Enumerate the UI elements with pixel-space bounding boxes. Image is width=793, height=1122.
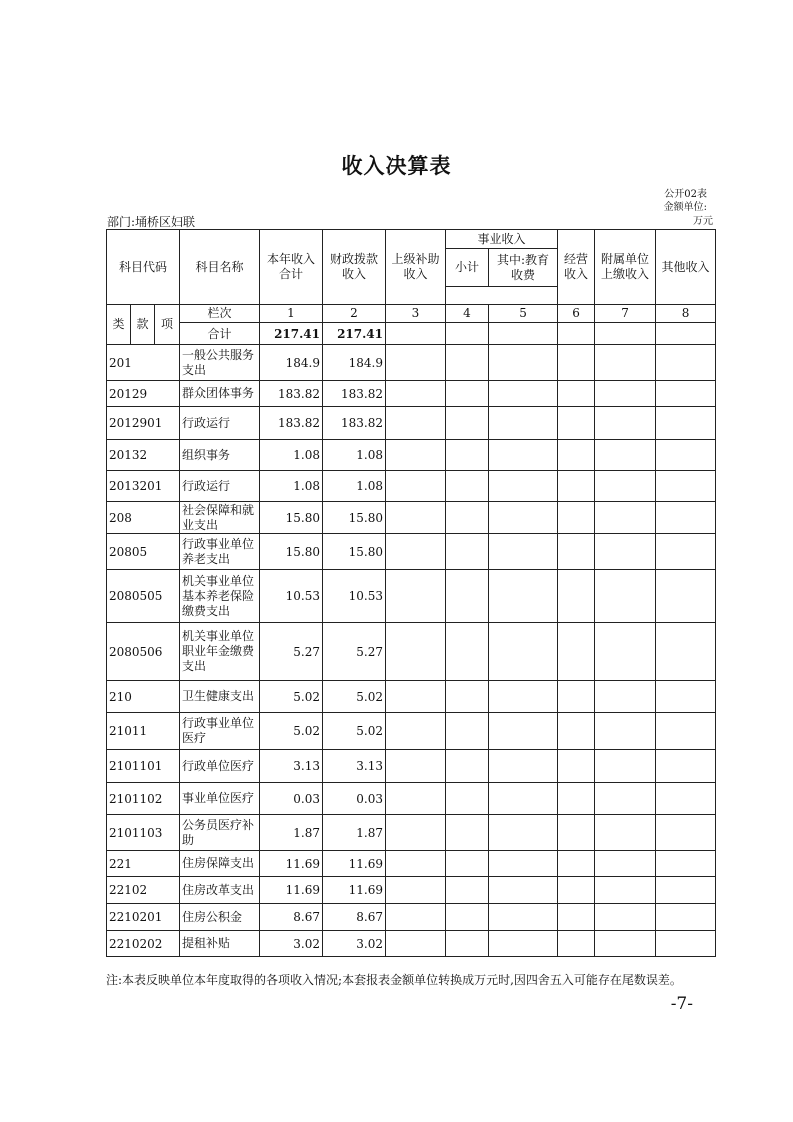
affiliated-value <box>595 502 656 534</box>
other-value <box>656 407 716 440</box>
fiscal-value: 11.69 <box>323 851 386 877</box>
col-num: 7 <box>595 305 656 323</box>
total-income-value: 10.53 <box>260 570 323 623</box>
header-business: 事业收入 <box>446 230 558 249</box>
other-value <box>656 623 716 681</box>
affiliated-value <box>595 407 656 440</box>
superior-value <box>386 713 446 750</box>
other-value <box>656 750 716 783</box>
total-income-value: 8.67 <box>260 904 323 931</box>
table-row <box>107 750 716 783</box>
header-superior: 上级补助收入 <box>386 230 446 305</box>
header-kuan: 款 <box>131 305 155 345</box>
col-num: 5 <box>489 305 558 323</box>
col-num: 3 <box>386 305 446 323</box>
subject-code: 208 <box>107 502 180 534</box>
subtotal-value <box>446 815 489 851</box>
header-subtotal: 小计 <box>446 249 489 287</box>
other-value <box>656 931 716 957</box>
page-title: 收入决算表 <box>341 154 452 178</box>
affiliated-value <box>595 783 656 815</box>
subject-code: 2080506 <box>107 623 180 681</box>
affiliated-value <box>595 750 656 783</box>
affiliated-value <box>595 440 656 471</box>
col-num: 8 <box>656 305 716 323</box>
fiscal-value: 1.08 <box>323 440 386 471</box>
subject-code: 2210202 <box>107 931 180 957</box>
total-income-value: 15.80 <box>260 502 323 534</box>
header-lei: 类 <box>107 305 131 345</box>
total-fiscal-value: 217.41 <box>323 323 386 345</box>
superior-value <box>386 570 446 623</box>
other-value <box>656 381 716 407</box>
total-income-value: 1.08 <box>260 471 323 502</box>
edu-value <box>489 877 558 904</box>
superior-value <box>386 345 446 381</box>
operating-value <box>558 877 595 904</box>
subject-code: 22102 <box>107 877 180 904</box>
form-number: 公开02表 <box>664 189 707 200</box>
edu-value <box>489 381 558 407</box>
edu-value <box>489 502 558 534</box>
subtotal-value <box>446 471 489 502</box>
subject-name: 行政事业单位养老支出 <box>180 534 260 570</box>
operating-value <box>558 904 595 931</box>
table-row <box>107 877 716 904</box>
table-row <box>107 471 716 502</box>
subject-code: 221 <box>107 851 180 877</box>
page-number: -7- <box>670 994 693 1014</box>
superior-value <box>386 681 446 713</box>
other-value <box>656 345 716 381</box>
unit-value: 万元 <box>693 216 713 227</box>
subject-name: 行政运行 <box>180 407 260 440</box>
operating-value <box>558 750 595 783</box>
subject-code: 21011 <box>107 713 180 750</box>
fiscal-value: 183.82 <box>323 381 386 407</box>
fiscal-value: 184.9 <box>323 345 386 381</box>
subtotal-value <box>446 345 489 381</box>
table-row <box>107 623 716 681</box>
unit-label: 金额单位: <box>663 202 707 213</box>
total-row <box>107 323 716 345</box>
other-value <box>656 502 716 534</box>
superior-value <box>386 815 446 851</box>
total-income-value: 11.69 <box>260 851 323 877</box>
operating-value <box>558 471 595 502</box>
edu-value <box>489 904 558 931</box>
subject-name: 行政运行 <box>180 471 260 502</box>
subtotal-value <box>446 931 489 957</box>
subject-name: 住房改革支出 <box>180 877 260 904</box>
affiliated-value <box>595 345 656 381</box>
income-table <box>106 229 716 957</box>
superior-value <box>386 407 446 440</box>
header-operating: 经营收入 <box>558 230 595 305</box>
subtotal-value <box>446 502 489 534</box>
header-xiang: 项 <box>155 305 180 345</box>
col-num: 1 <box>260 305 323 323</box>
fiscal-value: 5.02 <box>323 713 386 750</box>
operating-value <box>558 623 595 681</box>
superior-value <box>386 440 446 471</box>
affiliated-value <box>595 851 656 877</box>
edu-value <box>489 623 558 681</box>
operating-value <box>558 381 595 407</box>
table-row <box>107 783 716 815</box>
operating-value <box>558 570 595 623</box>
superior-value <box>386 381 446 407</box>
other-value <box>656 904 716 931</box>
edu-value <box>489 783 558 815</box>
total-income-value: 5.27 <box>260 623 323 681</box>
affiliated-value <box>595 931 656 957</box>
superior-value <box>386 534 446 570</box>
subject-name: 公务员医疗补助 <box>180 815 260 851</box>
footnote: 注:本表反映单位本年度取得的各项收入情况;本套报表金额单位转换成万元时,因四舍五入可能存在尾数误差。 <box>106 973 682 987</box>
subject-name: 住房保障支出 <box>180 851 260 877</box>
subject-code: 2101101 <box>107 750 180 783</box>
affiliated-value <box>595 570 656 623</box>
subtotal-value <box>446 623 489 681</box>
superior-value <box>386 877 446 904</box>
affiliated-value <box>595 471 656 502</box>
subject-name: 社会保障和就业支出 <box>180 502 260 534</box>
fiscal-value: 183.82 <box>323 407 386 440</box>
total-income-value: 183.82 <box>260 407 323 440</box>
table-row <box>107 534 716 570</box>
total-income-value: 5.02 <box>260 713 323 750</box>
total-income-value: 3.13 <box>260 750 323 783</box>
affiliated-value <box>595 534 656 570</box>
subtotal-value <box>446 904 489 931</box>
table-row <box>107 502 716 534</box>
other-value <box>656 471 716 502</box>
operating-value <box>558 534 595 570</box>
affiliated-value <box>595 681 656 713</box>
total-income-value: 0.03 <box>260 783 323 815</box>
subject-code: 210 <box>107 681 180 713</box>
subject-name: 行政事业单位医疗 <box>180 713 260 750</box>
subject-code: 201 <box>107 345 180 381</box>
subject-code: 20132 <box>107 440 180 471</box>
total-income-value: 183.82 <box>260 381 323 407</box>
superior-value <box>386 783 446 815</box>
operating-value <box>558 851 595 877</box>
subtotal-value <box>446 681 489 713</box>
fiscal-value: 5.02 <box>323 681 386 713</box>
operating-value <box>558 931 595 957</box>
subject-name: 事业单位医疗 <box>180 783 260 815</box>
edu-value <box>489 713 558 750</box>
subtotal-value <box>446 407 489 440</box>
subject-name: 群众团体事务 <box>180 381 260 407</box>
fiscal-value: 15.80 <box>323 534 386 570</box>
header-other: 其他收入 <box>656 230 716 305</box>
header-subject-name: 科目名称 <box>180 230 260 305</box>
header-column-no: 栏次 <box>180 305 260 323</box>
superior-value <box>386 931 446 957</box>
other-value <box>656 570 716 623</box>
fiscal-value: 8.67 <box>323 904 386 931</box>
table-row <box>107 570 716 623</box>
header-affiliated: 附属单位上缴收入 <box>595 230 656 305</box>
operating-value <box>558 815 595 851</box>
subject-name: 机关事业单位职业年金缴费支出 <box>180 623 260 681</box>
other-value <box>656 783 716 815</box>
subject-name: 提租补贴 <box>180 931 260 957</box>
operating-value <box>558 713 595 750</box>
subtotal-value <box>446 534 489 570</box>
other-value <box>656 815 716 851</box>
subject-code: 2012901 <box>107 407 180 440</box>
fiscal-value: 1.08 <box>323 471 386 502</box>
affiliated-value <box>595 815 656 851</box>
subject-code: 2210201 <box>107 904 180 931</box>
fiscal-value: 10.53 <box>323 570 386 623</box>
total-income-value: 5.02 <box>260 681 323 713</box>
table-row <box>107 345 716 381</box>
subject-code: 2101103 <box>107 815 180 851</box>
subject-code: 20129 <box>107 381 180 407</box>
fiscal-value: 11.69 <box>323 877 386 904</box>
superior-value <box>386 750 446 783</box>
table-row <box>107 440 716 471</box>
total-income-value: 1.87 <box>260 815 323 851</box>
subtotal-value <box>446 440 489 471</box>
subtotal-value <box>446 750 489 783</box>
table-row <box>107 851 716 877</box>
total-income-value: 184.9 <box>260 345 323 381</box>
superior-value <box>386 502 446 534</box>
affiliated-value <box>595 713 656 750</box>
table-row <box>107 407 716 440</box>
total-income-value: 11.69 <box>260 877 323 904</box>
other-value <box>656 851 716 877</box>
table-row <box>107 713 716 750</box>
subtotal-value <box>446 877 489 904</box>
header-fiscal: 财政拨款收入 <box>323 230 386 305</box>
edu-value <box>489 931 558 957</box>
total-income-value: 3.02 <box>260 931 323 957</box>
edu-value <box>489 440 558 471</box>
operating-value <box>558 440 595 471</box>
other-value <box>656 534 716 570</box>
header-edu: 其中:教育收费 <box>489 249 558 287</box>
fiscal-value: 3.02 <box>323 931 386 957</box>
superior-value <box>386 904 446 931</box>
edu-value <box>489 681 558 713</box>
subject-name: 机关事业单位基本养老保险缴费支出 <box>180 570 260 623</box>
subject-code: 2013201 <box>107 471 180 502</box>
operating-value <box>558 345 595 381</box>
fiscal-value: 15.80 <box>323 502 386 534</box>
header-total-income: 本年收入合计 <box>260 230 323 305</box>
subtotal-value <box>446 570 489 623</box>
superior-value <box>386 623 446 681</box>
subject-name: 一般公共服务支出 <box>180 345 260 381</box>
other-value <box>656 877 716 904</box>
affiliated-value <box>595 623 656 681</box>
subject-name: 住房公积金 <box>180 904 260 931</box>
col-num: 2 <box>323 305 386 323</box>
operating-value <box>558 681 595 713</box>
edu-value <box>489 750 558 783</box>
subject-code: 2080505 <box>107 570 180 623</box>
table-row <box>107 931 716 957</box>
other-value <box>656 713 716 750</box>
edu-value <box>489 345 558 381</box>
edu-value <box>489 534 558 570</box>
total-income-value: 15.80 <box>260 534 323 570</box>
subject-name: 行政单位医疗 <box>180 750 260 783</box>
fiscal-value: 5.27 <box>323 623 386 681</box>
edu-value <box>489 570 558 623</box>
table-row <box>107 681 716 713</box>
header-subject-code: 科目代码 <box>107 230 180 305</box>
edu-value <box>489 471 558 502</box>
fiscal-value: 3.13 <box>323 750 386 783</box>
edu-value <box>489 815 558 851</box>
table-row <box>107 904 716 931</box>
other-value <box>656 440 716 471</box>
subtotal-value <box>446 713 489 750</box>
superior-value <box>386 471 446 502</box>
subtotal-value <box>446 851 489 877</box>
subtotal-value <box>446 381 489 407</box>
subject-code: 20805 <box>107 534 180 570</box>
operating-value <box>558 407 595 440</box>
other-value <box>656 681 716 713</box>
table-row <box>107 815 716 851</box>
department-label: 部门:埇桥区妇联 <box>107 215 196 229</box>
total-income-value: 1.08 <box>260 440 323 471</box>
col-num: 4 <box>446 305 489 323</box>
edu-value <box>489 851 558 877</box>
subject-name: 卫生健康支出 <box>180 681 260 713</box>
affiliated-value <box>595 381 656 407</box>
subject-name: 组织事务 <box>180 440 260 471</box>
subtotal-value <box>446 783 489 815</box>
table-row <box>107 381 716 407</box>
superior-value <box>386 851 446 877</box>
total-income-value: 217.41 <box>260 323 323 345</box>
affiliated-value <box>595 877 656 904</box>
fiscal-value: 0.03 <box>323 783 386 815</box>
affiliated-value <box>595 904 656 931</box>
edu-value <box>489 407 558 440</box>
col-num: 6 <box>558 305 595 323</box>
fiscal-value: 1.87 <box>323 815 386 851</box>
operating-value <box>558 502 595 534</box>
subject-code: 2101102 <box>107 783 180 815</box>
total-label: 合计 <box>180 323 260 345</box>
operating-value <box>558 783 595 815</box>
